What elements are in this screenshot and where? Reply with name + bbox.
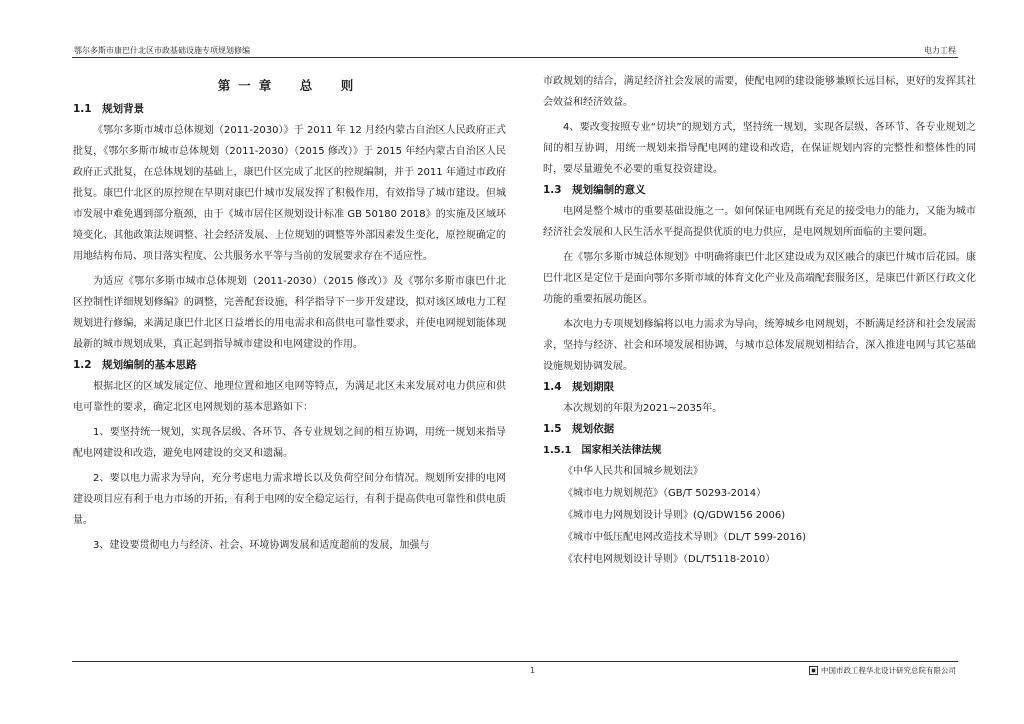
section-1-2-item-4: 4、要改变按照专业“切块”的规划方式，坚持统一规划，实现各层级、各环节、各专业规划之间的相互协调，用统一规划来指导配电网的建设和改造，在保证规划内容的完整性和整体性的同时，要尽量避免不必要的重复投资建设。 <box>543 122 976 175</box>
section-1-2-item-3: 3、建设要贯彻电力与经济、社会、环境协调发展和适度超前的发展，加强与 <box>93 540 430 551</box>
law-item: 《城市电力网规划设计导则》(Q/GDW156 2006) <box>563 510 786 521</box>
section-1-5-title: 1.5 规划依据 <box>543 423 615 435</box>
section-1-3-paragraph-2: 在《鄂尔多斯市城总体规划》中明确将康巴什北区建设成为双区融合的康巴什城市后花园。康巴什北区是定位于是面向鄂尔多斯市域的体育文化产业及高端配套服务区，是康巴什新区行政文化功能的重要拓展功能区。 <box>543 252 976 305</box>
section-1-2-paragraph-1: 根据北区的区域发展定位、地理位置和地区电网等特点，为满足北区未来发展对电力供应和供电可靠性的要求，确定北区电网规划的基本思路如下： <box>73 381 506 413</box>
footer-organization <box>809 665 956 676</box>
section-1-2-item-2: 2、要以电力需求为导向，充分考虑电力需求增长以及负荷空间分布情况。规划所安排的电网建设项目应有利于电力市场的开拓，有利于电网的安全稳定运行，有利于提高供电可靠性和供电质量。 <box>73 473 506 526</box>
section-1-2-item-1: 1、要坚持统一规划，实现各层级、各环节、各专业规划之间的相互协调，用统一规划来指导配电网建设和改造，避免电网建设的交叉和遗漏。 <box>73 427 506 459</box>
section-1-4-title: 1.4 规划期限 <box>543 381 615 393</box>
left-column <box>73 75 506 556</box>
law-item: 《中华人民共和国城乡规划法》 <box>563 466 703 477</box>
organization-logo-icon <box>809 666 818 675</box>
section-1-1-title: 1.1 规划背景 <box>73 103 145 115</box>
section-1-1-paragraph-1: 《鄂尔多斯市城市总体规划（2011-2030）》于 2011 年 12 月经内蒙古自治区人民政府正式批复，《鄂尔多斯市城市总体规划（2011-2030）（2015 修改）》于 2015 年经内蒙古自治区人民政府正式批复，在总体规划的基础上，康巴什区完成了北区的控规编制，并于 2011 年通过市政府批复。康巴什北区的原控规在早期对康巴什城市发展发挥了积极作用，有效指导了城市建设。但城市发展中难免遇到部分瓶颈，由于《城市居住区规划设计标准 GB 50180 2018》的实施及区域环境变化、其他政策法规调整、社会经济发展、上位规划的调整等外部因素发生变化，原控规确定的用地结构布局、项目落实程度、公共服务水平等与当前的发展要求存在不适应性。 <box>73 125 506 262</box>
header-rule <box>72 57 958 58</box>
section-1-3-paragraph-3: 本次电力专项规划修编将以电力需求为导向，统筹城乡电网规划，不断满足经济和社会发展需求，坚持与经济、社会和环境发展相协调，与城市总体发展规划相结合，深入推进电网与其它基础设施规划协调发展。 <box>543 319 976 372</box>
chapter-title: 第一章 总 则 <box>217 78 362 93</box>
law-item: 《城市中低压配电网改造技术导则》（DL/T 599-2016) <box>563 532 806 543</box>
footer-rule <box>72 661 958 662</box>
law-item: 《城市电力规划规范》（GB/T 50293-2014） <box>563 488 767 499</box>
section-1-4-paragraph-1: 本次规划的年限为2021~2035年。 <box>563 403 723 414</box>
section-1-3-paragraph-1: 电网是整个城市的重要基础设施之一。如何保证电网既有充足的接受电力的能力，又能为城市经济社会发展和人民生活水平提高提供优质的电力供应，是电网规划所面临的主要问题。 <box>543 206 976 238</box>
header-document-title: 鄂尔多斯市康巴什北区市政基础设施专项规划修编 <box>74 46 250 55</box>
section-1-5-1-title: 1.5.1 国家相关法律法规 <box>543 445 662 456</box>
footer-organization-name: 中国市政工程华北设计研究总院有限公司 <box>821 666 956 675</box>
section-1-1-paragraph-2: 为适应《鄂尔多斯市城市总体规划（2011-2030）（2015 修改）》及《鄂尔多斯市康巴什北区控制性详细规划修编》的调整，完善配套设施，科学指导下一步开发建设，拟对该区域电力工程规划进行修编，来满足康巴什北区日益增长的用电需求和高供电可靠性要求，并使电网规划能体现最新的城市规划成果，真正起到指导城市建设和电网建设的作用。 <box>73 276 506 350</box>
section-1-2-item-3-continued: 市政规划的结合，满足经济社会发展的需要，使配电网的建设能够兼顾长远目标，更好的发挥其社会效益和经济效益。 <box>543 76 976 108</box>
right-column <box>543 71 976 571</box>
page-number: 1 <box>530 666 536 675</box>
section-1-3-title: 1.3 规划编制的意义 <box>543 184 646 196</box>
header-section-label: 电力工程 <box>924 46 956 55</box>
section-1-2-title: 1.2 规划编制的基本思路 <box>73 359 197 371</box>
law-item: 《农村电网规划设计导则》（DL/T5118-2010） <box>563 554 776 565</box>
